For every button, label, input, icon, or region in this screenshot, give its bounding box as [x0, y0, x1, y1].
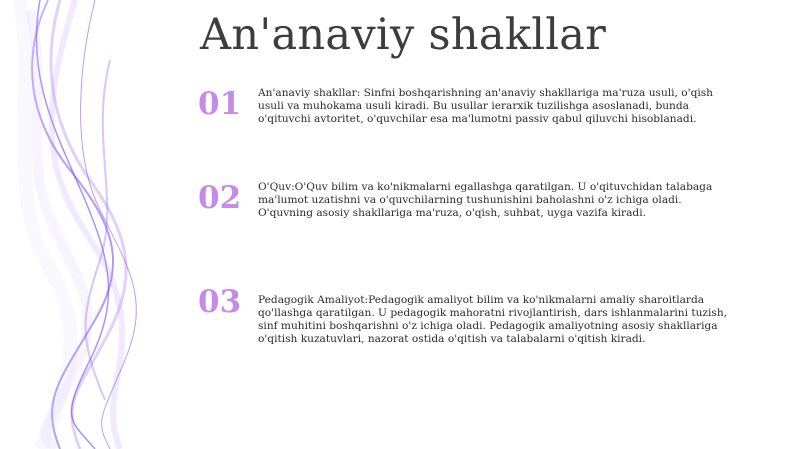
item-text: O'Quv:O'Quv bilim va ko'nikmalarni egallashga qaratilgan. U o'qituvchidan talabaga ma'lumot uzatishni va o'quvchilarning tushunishini baholashni o'z ichiga oladi. O'quvning asosiy shakllariga ma'ruza, o'qish, suhbat, uyga vazifa kiradi.: [258, 181, 713, 219]
item-text: Pedagogik Amaliyot:Pedagogik amaliyot bilim va ko'nikmalarni amaliy sharoitlarda qo'llashga qaratilgan. U pedagogik mahoratni rivojlantirish, dars ishlanmalarini tuzish, sinf muhitini boshqarishni o'z ichiga oladi. Pedagogik amaliyotning asosiy shakllariga o'qitish kuzatuvlari, nazorat ostida o'qitish va talabalarni o'qitish kiradi.: [258, 294, 728, 345]
item-number: 03: [198, 284, 242, 320]
item-text: An'anaviy shakllar: Sinfni boshqarishning an'anaviy shakllariga ma'ruza usuli, o'qish usuli va muhokama usuli kiradi. Bu usullar ierarxik tuzilishga asoslanadi, bunda o'qituvchi avtoritet, o'quvchilar esa ma'lumotni passiv qabul qiluvchi hisoblanadi.: [258, 87, 714, 125]
item-number: 02: [198, 180, 242, 216]
item-number: 01: [198, 86, 242, 122]
purple-ribbon-decoration: [0, 0, 200, 449]
slide-title: An'anaviy shakllar: [200, 10, 607, 60]
